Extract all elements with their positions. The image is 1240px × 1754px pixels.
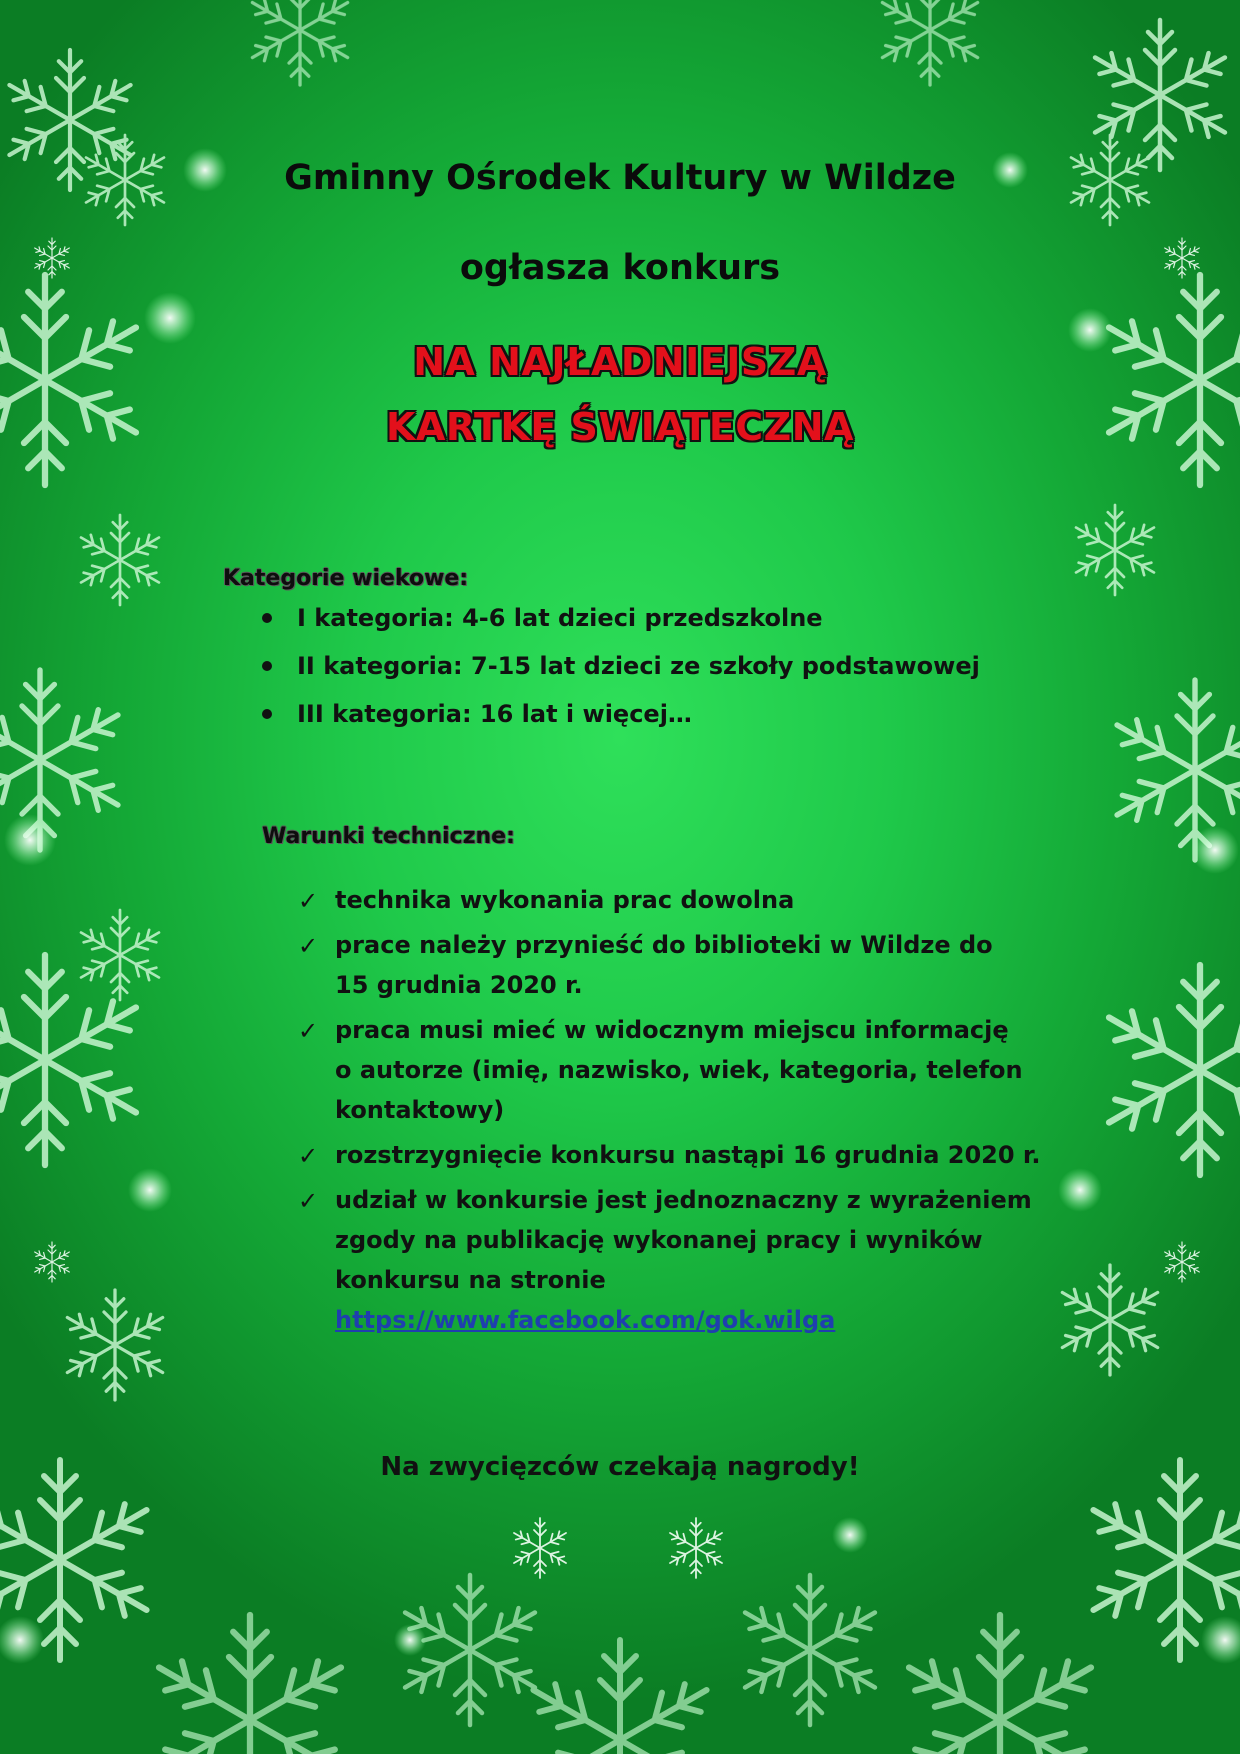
- list-item: [262, 651, 980, 699]
- list-item: [298, 880, 1058, 920]
- checkmark-icon: ✓: [298, 1187, 319, 1215]
- list-item: [298, 1135, 1058, 1175]
- condition-text: udział w konkursie jest jednoznaczny z wyrażeniem: [335, 1186, 1032, 1214]
- list-item: [298, 1180, 1058, 1340]
- categories-heading: Kategorie wiekowe:: [223, 566, 469, 591]
- bullet-dot-icon: [262, 709, 272, 719]
- checkmark-icon: ✓: [298, 1142, 319, 1170]
- checkmark-icon: ✓: [298, 932, 319, 960]
- category-text: II kategoria: 7-15 lat dzieci ze szkoły podstawowej: [297, 652, 980, 680]
- condition-text: 15 grudnia 2020 r.: [335, 971, 583, 999]
- condition-text: kontaktowy): [335, 1096, 505, 1124]
- bullet-dot-icon: [262, 613, 272, 623]
- contest-title-line-2: KARTKĘ ŚWIĄTECZNĄ: [386, 405, 854, 449]
- categories-list: [262, 603, 980, 747]
- list-item: [262, 699, 980, 747]
- list-item: [298, 1010, 1058, 1130]
- condition-text: rozstrzygnięcie konkursu nastąpi 16 grudnia 2020 r.: [335, 1141, 1041, 1169]
- checkmark-icon: ✓: [298, 1017, 319, 1045]
- condition-text: praca musi mieć w widocznym miejscu informację: [335, 1016, 1009, 1044]
- list-item: [262, 603, 980, 651]
- facebook-link[interactable]: https://www.facebook.com/gok.wilga: [335, 1306, 836, 1334]
- organization-title: Gminny Ośrodek Kultury w Wildze: [284, 158, 956, 198]
- closing-message: Na zwycięzców czekają nagrody!: [380, 1452, 860, 1482]
- condition-text: prace należy przynieść do biblioteki w Wildze do: [335, 931, 993, 959]
- checkmark-icon: ✓: [298, 887, 319, 915]
- category-text: I kategoria: 4-6 lat dzieci przedszkolne: [297, 604, 823, 632]
- category-text: III kategoria: 16 lat i więcej…: [297, 700, 692, 728]
- condition-text: konkursu na stronie: [335, 1266, 606, 1294]
- condition-text: zgody na publikację wykonanej pracy i wyników: [335, 1226, 983, 1254]
- condition-text: o autorze (imię, nazwisko, wiek, kategoria, telefon: [335, 1056, 1023, 1084]
- conditions-heading: Warunki techniczne:: [262, 824, 515, 849]
- announcement-subtitle: ogłasza konkurs: [459, 248, 781, 288]
- contest-title-line-1: NA NAJŁADNIEJSZĄ: [413, 340, 827, 384]
- condition-text: technika wykonania prac dowolna: [335, 886, 795, 914]
- conditions-list: [298, 880, 1058, 1345]
- bullet-dot-icon: [262, 661, 272, 671]
- list-item: [298, 925, 1058, 1005]
